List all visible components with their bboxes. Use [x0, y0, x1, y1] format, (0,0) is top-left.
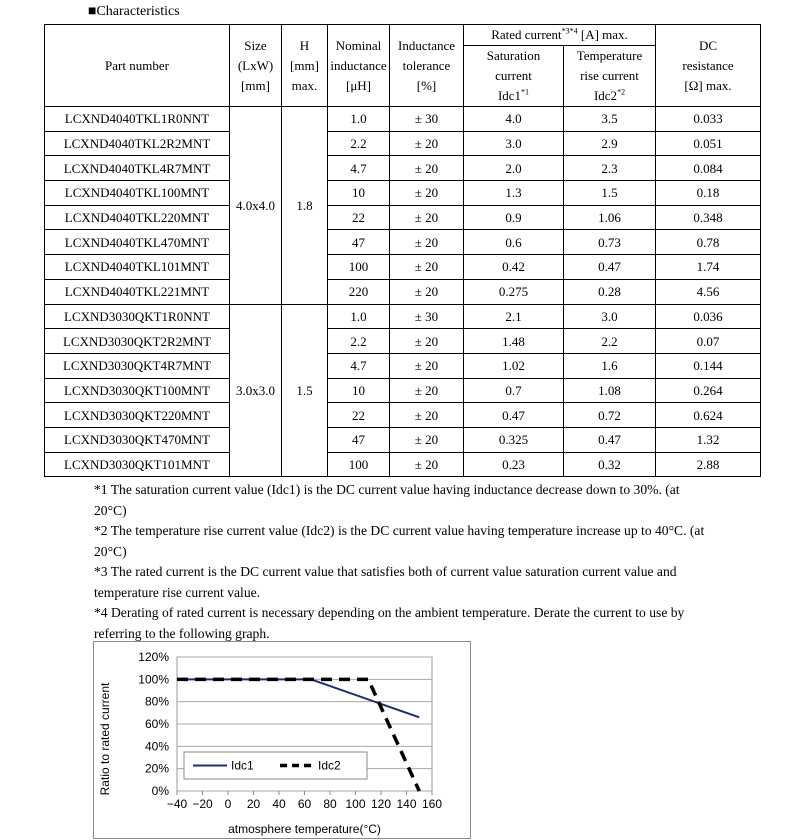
cell-dc-resistance: 0.624	[656, 403, 761, 428]
cell-part-number: LCXND4040TKL4R7MNT	[45, 156, 230, 181]
cell-tolerance: ± 20	[390, 181, 464, 206]
header-size: Size (LxW) [mm]	[230, 25, 282, 107]
cell-temperature-rise-current: 1.08	[564, 378, 656, 403]
x-tick-label: 20	[246, 797, 261, 811]
cell-nominal-inductance: 10	[328, 378, 390, 403]
cell-nominal-inductance: 10	[328, 181, 390, 206]
table-row	[45, 403, 761, 428]
cell-nominal-inductance: 4.7	[328, 353, 390, 378]
cell-height: 1.5	[282, 304, 328, 477]
table-body	[45, 107, 761, 477]
cell-saturation-current: 2.1	[464, 304, 564, 329]
cell-tolerance: ± 20	[390, 403, 464, 428]
cell-nominal-inductance: 2.2	[328, 329, 390, 354]
table-row	[45, 255, 761, 280]
table-row	[45, 378, 761, 403]
cell-dc-resistance: 1.74	[656, 255, 761, 280]
cell-dc-resistance: 0.78	[656, 230, 761, 255]
x-tick-label: 80	[323, 797, 337, 811]
cell-saturation-current: 3.0	[464, 131, 564, 156]
y-tick-label: 40%	[144, 739, 169, 754]
table-row	[45, 230, 761, 255]
legend-label-idc2: Idc2	[318, 758, 341, 773]
y-tick-label: 60%	[144, 717, 169, 731]
cell-nominal-inductance: 2.2	[328, 131, 390, 156]
cell-saturation-current: 0.9	[464, 205, 564, 230]
footnote-2: *2 The temperature rise current value (Idc2) is the DC current value having temperature increase up to 40°C. (at 20°C)	[94, 523, 705, 559]
table-header	[45, 25, 761, 107]
cell-saturation-current: 0.275	[464, 279, 564, 304]
cell-tolerance: ± 20	[390, 156, 464, 181]
cell-nominal-inductance: 220	[328, 279, 390, 304]
cell-tolerance: ± 20	[390, 427, 464, 452]
header-dc-resistance: DC resistance [Ω] max.	[656, 25, 761, 107]
cell-dc-resistance: 4.56	[656, 279, 761, 304]
x-tick-label: 140	[396, 797, 417, 811]
cell-temperature-rise-current: 3.5	[564, 107, 656, 132]
cell-tolerance: ± 20	[390, 378, 464, 403]
cell-tolerance: ± 30	[390, 107, 464, 132]
cell-dc-resistance: 0.18	[656, 181, 761, 206]
cell-temperature-rise-current: 0.47	[564, 255, 656, 280]
footnote-1: *1 The saturation current value (Idc1) is the DC current value having inductance decrease down to 30%. (at 20°C)	[94, 482, 680, 518]
header-rated-current: Rated current$^{*3*4}$ [A] max.	[464, 25, 656, 46]
cell-tolerance: ± 20	[390, 205, 464, 230]
cell-tolerance: ± 30	[390, 304, 464, 329]
cell-part-number: LCXND4040TKL100MNT	[45, 181, 230, 206]
cell-saturation-current: 0.6	[464, 230, 564, 255]
cell-part-number: LCXND3030QKT220MNT	[45, 403, 230, 428]
legend-label-idc1: Idc1	[231, 758, 254, 773]
cell-part-number: LCXND3030QKT100MNT	[45, 378, 230, 403]
cell-temperature-rise-current: 1.06	[564, 205, 656, 230]
x-tick-label: −20	[192, 797, 213, 811]
cell-temperature-rise-current: 0.47	[564, 427, 656, 452]
cell-dc-resistance: 0.07	[656, 329, 761, 354]
table-row	[45, 452, 761, 477]
footnote-4: *4 Derating of rated current is necessary depending on the ambient temperature. Derate the current to use by referring to the following graph.	[94, 605, 685, 641]
y-tick-label: 80%	[144, 694, 169, 709]
footnote-3: *3 The rated current is the DC current value that satisfies both of current value saturation current value and temperature rise current value.	[94, 564, 677, 600]
footnotes	[94, 480, 714, 644]
y-tick-label: 20%	[144, 761, 169, 776]
cell-saturation-current: 0.23	[464, 452, 564, 477]
cell-tolerance: ± 20	[390, 279, 464, 304]
cell-temperature-rise-current: 1.5	[564, 181, 656, 206]
x-axis-label: atmosphere temperature(°C)	[228, 822, 381, 836]
cell-saturation-current: 0.42	[464, 255, 564, 280]
x-tick-label: 160	[421, 797, 443, 811]
cell-tolerance: ± 20	[390, 353, 464, 378]
x-tick-label: −40	[166, 797, 188, 811]
cell-tolerance: ± 20	[390, 131, 464, 156]
header-inductance-tolerance: Inductance tolerance [%]	[390, 25, 464, 107]
cell-tolerance: ± 20	[390, 230, 464, 255]
header-part-number: Part number	[45, 25, 230, 107]
cell-part-number: LCXND4040TKL221MNT	[45, 279, 230, 304]
table-row	[45, 205, 761, 230]
cell-size: 3.0x3.0	[230, 304, 282, 477]
cell-nominal-inductance: 22	[328, 403, 390, 428]
cell-temperature-rise-current: 0.73	[564, 230, 656, 255]
cell-dc-resistance: 0.144	[656, 353, 761, 378]
cell-nominal-inductance: 47	[328, 427, 390, 452]
x-tick-label: 100	[345, 797, 366, 811]
cell-temperature-rise-current: 2.9	[564, 131, 656, 156]
cell-size: 4.0x4.0	[230, 107, 282, 305]
y-tick-label: 120%	[138, 650, 169, 664]
table-row	[45, 156, 761, 181]
table-row	[45, 329, 761, 354]
cell-nominal-inductance: 47	[328, 230, 390, 255]
cell-temperature-rise-current: 2.3	[564, 156, 656, 181]
cell-nominal-inductance: 100	[328, 452, 390, 477]
cell-dc-resistance: 2.88	[656, 452, 761, 477]
cell-part-number: LCXND4040TKL2R2MNT	[45, 131, 230, 156]
cell-temperature-rise-current: 0.32	[564, 452, 656, 477]
cell-part-number: LCXND3030QKT470MNT	[45, 427, 230, 452]
cell-part-number: LCXND4040TKL220MNT	[45, 205, 230, 230]
cell-nominal-inductance: 1.0	[328, 107, 390, 132]
cell-nominal-inductance: 4.7	[328, 156, 390, 181]
cell-part-number: LCXND3030QKT2R2MNT	[45, 329, 230, 354]
table-row	[45, 131, 761, 156]
x-tick-label: 120	[370, 797, 392, 811]
cell-dc-resistance: 0.036	[656, 304, 761, 329]
cell-part-number: LCXND3030QKT4R7MNT	[45, 353, 230, 378]
cell-part-number: LCXND3030QKT101MNT	[45, 452, 230, 477]
cell-temperature-rise-current: 2.2	[564, 329, 656, 354]
cell-temperature-rise-current: 0.72	[564, 403, 656, 428]
x-tick-label: 0	[224, 797, 232, 811]
y-tick-label: 0%	[151, 784, 169, 798]
cell-tolerance: ± 20	[390, 329, 464, 354]
cell-temperature-rise-current: 0.28	[564, 279, 656, 304]
header-height: H [mm] max.	[282, 25, 328, 107]
cell-part-number: LCXND4040TKL101MNT	[45, 255, 230, 280]
cell-dc-resistance: 0.264	[656, 378, 761, 403]
table-row	[45, 304, 761, 329]
y-axis-label: Ratio to rated current	[98, 682, 112, 796]
cell-dc-resistance: 0.084	[656, 156, 761, 181]
cell-saturation-current: 1.48	[464, 329, 564, 354]
header-saturation-current: Saturation current Idc1$^{*1}$	[464, 46, 564, 107]
cell-nominal-inductance: 1.0	[328, 304, 390, 329]
header-nominal-inductance: Nominal inductance [μH]	[328, 25, 390, 107]
cell-saturation-current: 1.02	[464, 353, 564, 378]
cell-saturation-current: 1.3	[464, 181, 564, 206]
cell-tolerance: ± 20	[390, 452, 464, 477]
characteristics-table	[44, 24, 761, 477]
table-row	[45, 353, 761, 378]
cell-height: 1.8	[282, 107, 328, 305]
cell-saturation-current: 0.47	[464, 403, 564, 428]
cell-nominal-inductance: 100	[328, 255, 390, 280]
cell-part-number: LCXND4040TKL1R0NNT	[45, 107, 230, 132]
x-tick-label: 60	[297, 797, 312, 811]
cell-dc-resistance: 0.033	[656, 107, 761, 132]
cell-saturation-current: 0.325	[464, 427, 564, 452]
cell-temperature-rise-current: 3.0	[564, 304, 656, 329]
cell-saturation-current: 2.0	[464, 156, 564, 181]
cell-saturation-current: 4.0	[464, 107, 564, 132]
cell-part-number: LCXND3030QKT1R0NNT	[45, 304, 230, 329]
derating-chart	[93, 641, 471, 839]
cell-temperature-rise-current: 1.6	[564, 353, 656, 378]
table-row	[45, 427, 761, 452]
derating-chart-svg	[94, 642, 470, 838]
cell-part-number: LCXND4040TKL470MNT	[45, 230, 230, 255]
table-row	[45, 279, 761, 304]
cell-saturation-current: 0.7	[464, 378, 564, 403]
section-title: ■Characteristics	[88, 4, 180, 19]
y-tick-label: 100%	[138, 672, 169, 687]
x-tick-label: 40	[272, 797, 286, 811]
cell-dc-resistance: 0.348	[656, 205, 761, 230]
cell-nominal-inductance: 22	[328, 205, 390, 230]
header-temperature-rise-current: Temperature rise current Idc2$^{*2}$	[564, 46, 656, 107]
table-row	[45, 181, 761, 206]
cell-tolerance: ± 20	[390, 255, 464, 280]
table-row	[45, 107, 761, 132]
cell-dc-resistance: 1.32	[656, 427, 761, 452]
cell-dc-resistance: 0.051	[656, 131, 761, 156]
